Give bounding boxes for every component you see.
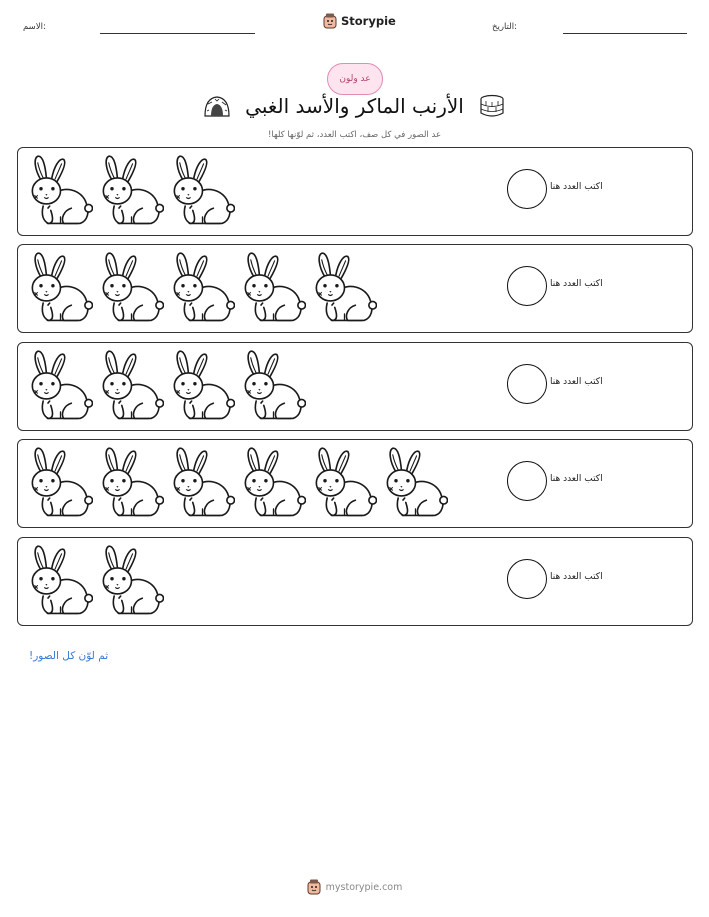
- well-icon: [478, 94, 506, 118]
- rabbit-icon: [28, 544, 93, 620]
- answer-circle[interactable]: [507, 169, 547, 209]
- rabbit-icon: [99, 446, 164, 522]
- rabbit-icon: [383, 446, 448, 522]
- rabbit-icon: [99, 349, 164, 425]
- rabbit-group: [28, 446, 448, 522]
- count-row-5: [17, 537, 693, 626]
- rabbit-icon: [170, 154, 235, 230]
- rabbit-icon: [99, 544, 164, 620]
- answer-circle[interactable]: [507, 559, 547, 599]
- answer-circle[interactable]: [507, 461, 547, 501]
- activity-badge: عد ولون: [327, 63, 383, 95]
- write-number-label: اكتب العدد هنا: [550, 572, 603, 582]
- footer: [0, 879, 709, 895]
- rabbit-icon: [28, 349, 93, 425]
- rabbit-group: [28, 544, 164, 620]
- rabbit-group: [28, 154, 235, 230]
- rabbit-icon: [241, 446, 306, 522]
- storypie-logo: [323, 13, 396, 29]
- date-label: التاريخ:: [492, 22, 517, 32]
- rabbit-icon: [99, 251, 164, 327]
- rabbit-group: [28, 251, 377, 327]
- rabbit-icon: [241, 251, 306, 327]
- title-row: [0, 94, 709, 118]
- name-line[interactable]: [100, 33, 255, 34]
- rabbit-group: [28, 349, 306, 425]
- cave-icon: [203, 94, 231, 118]
- rabbit-icon: [28, 446, 93, 522]
- rabbit-icon: [170, 349, 235, 425]
- write-number-label: اكتب العدد هنا: [550, 377, 603, 387]
- rabbit-icon: [312, 251, 377, 327]
- footer-site: mystorypie.com: [325, 881, 403, 893]
- rabbit-icon: [28, 251, 93, 327]
- count-row-4: [17, 439, 693, 528]
- instructions: عد الصور في كل صف، اكتب العدد، ثم لوّنها كلها!: [267, 130, 442, 140]
- write-number-label: اكتب العدد هنا: [550, 182, 603, 192]
- rabbit-icon: [170, 251, 235, 327]
- storypie-mascot-icon: [307, 879, 321, 895]
- brand-name: Storypie: [341, 14, 396, 28]
- color-instruction: ثم لوّن كل الصور!: [29, 650, 109, 662]
- date-line[interactable]: [563, 33, 687, 34]
- count-row-2: [17, 244, 693, 333]
- rabbit-icon: [170, 446, 235, 522]
- count-row-1: [17, 147, 693, 236]
- write-number-label: اكتب العدد هنا: [550, 279, 603, 289]
- rabbit-icon: [28, 154, 93, 230]
- answer-circle[interactable]: [507, 364, 547, 404]
- name-label: الاسم:: [23, 22, 46, 32]
- answer-circle[interactable]: [507, 266, 547, 306]
- page-title: الأرنب الماكر والأسد الغبي: [245, 94, 464, 118]
- storypie-mascot-icon: [323, 13, 337, 29]
- rabbit-icon: [99, 154, 164, 230]
- rabbit-icon: [241, 349, 306, 425]
- write-number-label: اكتب العدد هنا: [550, 474, 603, 484]
- count-row-3: [17, 342, 693, 431]
- rabbit-icon: [312, 446, 377, 522]
